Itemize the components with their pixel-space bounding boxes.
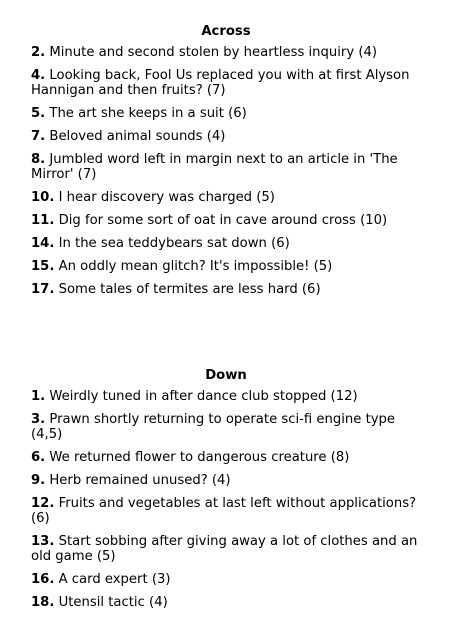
clue-number: 7. <box>31 129 46 144</box>
clue-text: I hear discovery was charged (5) <box>58 190 275 205</box>
clue-number: 6. <box>31 450 46 465</box>
clue-text: Weirdly tuned in after dance club stopped (12) <box>49 389 358 404</box>
down-clue <box>31 496 419 526</box>
across-clue <box>31 45 419 60</box>
clue-text: Some tales of termites are less hard (6) <box>58 282 321 297</box>
clue-text: Dig for some sort of oat in cave around cross (10) <box>58 213 388 228</box>
clue-text: An oddly mean glitch? It's impossible! (5) <box>58 259 333 274</box>
clue-text: Utensil tactic (4) <box>58 595 168 610</box>
clue-text: Jumbled word left in margin next to an article in 'The Mirror' (7) <box>31 152 398 182</box>
down-heading: Down <box>205 368 247 383</box>
across-heading: Across <box>201 24 251 39</box>
clue-text: Fruits and vegetables at last left without applications? (6) <box>31 496 417 526</box>
clue-number: 8. <box>31 152 46 167</box>
clue-number: 1. <box>31 389 46 404</box>
clue-number: 2. <box>31 45 46 60</box>
clue-number: 15. <box>31 259 55 274</box>
clue-number: 11. <box>31 213 55 228</box>
across-clue <box>31 190 419 205</box>
clue-number: 12. <box>31 496 55 511</box>
down-clue <box>31 534 419 564</box>
clue-text: A card expert (3) <box>58 572 171 587</box>
across-clue <box>31 236 419 251</box>
down-clue <box>31 412 419 442</box>
across-clue <box>31 282 419 297</box>
clue-number: 9. <box>31 473 46 488</box>
down-clue <box>31 389 419 404</box>
clue-number: 16. <box>31 572 55 587</box>
clue-number: 5. <box>31 106 46 121</box>
clue-number: 18. <box>31 595 55 610</box>
down-clue <box>31 473 419 488</box>
across-clue <box>31 152 419 182</box>
clue-number: 14. <box>31 236 55 251</box>
down-clue <box>31 450 419 465</box>
clue-text: The art she keeps in a suit (6) <box>49 106 247 121</box>
clue-number: 4. <box>31 68 46 83</box>
clue-text: Herb remained unused? (4) <box>49 473 231 488</box>
down-clue-list <box>31 389 419 618</box>
across-clue <box>31 129 419 144</box>
clue-number: 17. <box>31 282 55 297</box>
clue-text: Prawn shortly returning to operate sci-fi engine type (4,5) <box>31 412 396 442</box>
across-clue <box>31 213 419 228</box>
down-clue <box>31 595 419 610</box>
clue-number: 3. <box>31 412 46 427</box>
clue-number: 10. <box>31 190 55 205</box>
clue-text: We returned flower to dangerous creature (8) <box>49 450 350 465</box>
across-clue <box>31 259 419 274</box>
across-clue-list <box>31 45 419 305</box>
down-clue <box>31 572 419 587</box>
clue-text: Looking back, Fool Us replaced you with at first Alyson Hannigan and then fruits? (7) <box>31 68 410 98</box>
clue-text: In the sea teddybears sat down (6) <box>58 236 290 251</box>
clue-number: 13. <box>31 534 55 549</box>
across-clue <box>31 68 419 98</box>
clue-text: Beloved animal sounds (4) <box>49 129 226 144</box>
across-clue <box>31 106 419 121</box>
clue-text: Minute and second stolen by heartless inquiry (4) <box>49 45 378 60</box>
clue-text: Start sobbing after giving away a lot of clothes and an old game (5) <box>31 534 418 564</box>
